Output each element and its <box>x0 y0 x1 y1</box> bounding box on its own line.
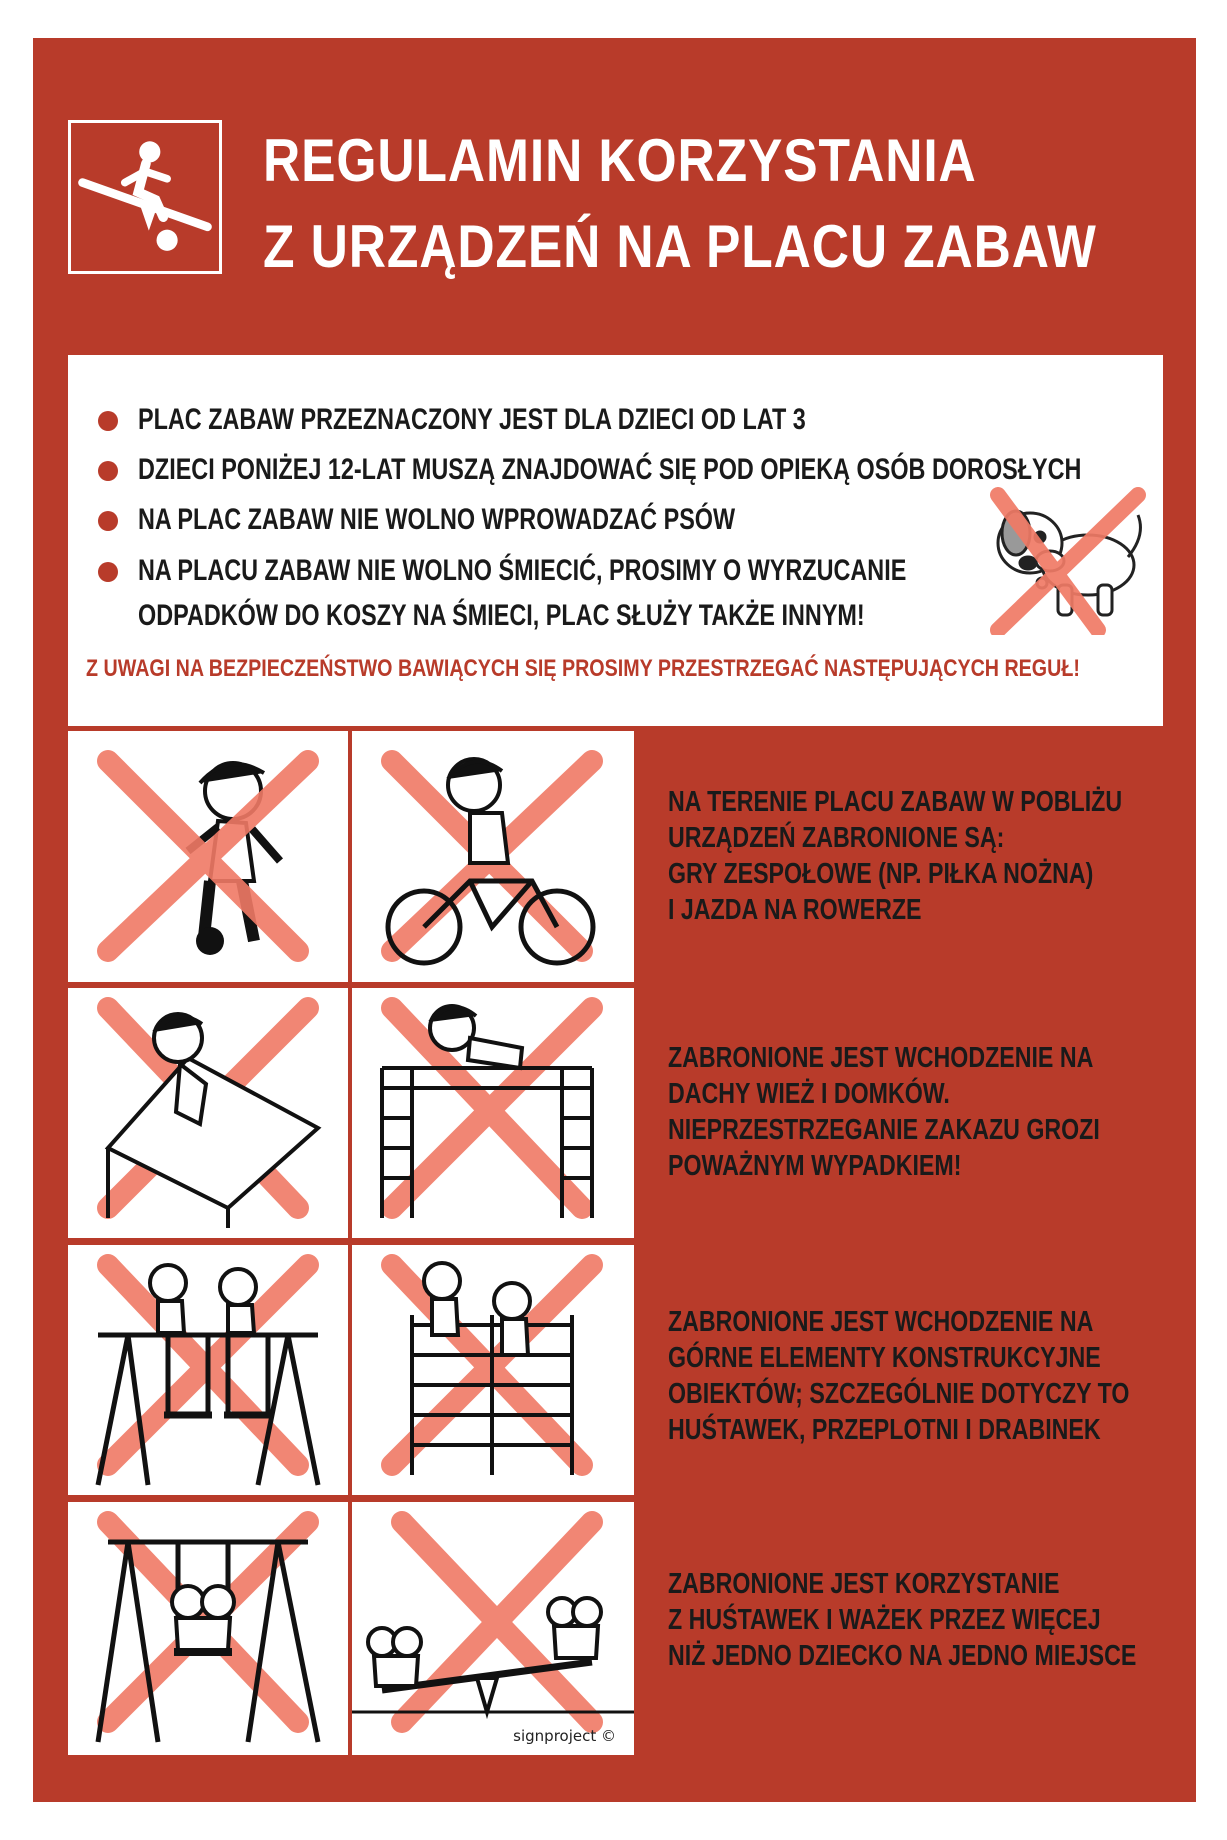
bullet-dot <box>98 411 118 431</box>
no-swing-top-climbing-icon <box>68 1245 348 1495</box>
no-roof-climbing-icon <box>68 988 348 1238</box>
section-4-text: ZABRONIONE JEST KORZYSTANIE Z HUŚTAWEK I WAŻEK PRZEZ WIĘCEJ NIŻ JEDNO DZIECKO NA JEDNO MIEJSCE <box>668 1568 1137 1672</box>
rules-panel: PLAC ZABAW PRZEZNACZONY JEST DLA DZIECI OD LAT 3 DZIECI PONIŻEJ 12-LAT MUSZĄ ZNAJDOWAĆ SIĘ POD OPIEKĄ OSÓB DOROSŁYCH NA PLAC ZABAW NIE WOLNO WPROWADZAĆ PSÓW NA PLACU ZABAW NIE WOLNO ŚMIECIĆ, PROSIMY O WYRZUCANIE ODPADKÓW DO KOSZY NA ŚMIECI, PLAC SŁUŻY TAKŻE INNYM! Z UWAGI NA BEZPIECZEŃSTWO BAWIĄCYCH SIĘ PROSIMY PRZESTRZEGAĆ NASTĘPUJĄCYCH REGUŁ! <box>68 355 1163 726</box>
seesaw-child-ball-icon <box>71 123 219 271</box>
bullet-dot <box>98 511 118 531</box>
picture-no-roof <box>68 988 348 1238</box>
no-monkey-bars-top-icon <box>352 988 634 1238</box>
picture-no-swing-top <box>68 1245 348 1495</box>
playground-logo <box>68 120 222 274</box>
credit-text: signproject © <box>513 1727 616 1745</box>
no-double-seesaw-icon <box>352 1502 634 1755</box>
picture-no-ladder-top <box>352 1245 634 1495</box>
no-dogs-icon <box>978 485 1148 635</box>
title-line-1: REGULAMIN KORZYSTANIA <box>263 127 977 194</box>
bullet-dot <box>98 461 118 481</box>
picture-no-football <box>68 731 348 982</box>
page-title <box>263 118 1183 290</box>
no-football-icon <box>68 731 348 982</box>
section-1-text: NA TERENIE PLACU ZABAW W POBLIŻU URZĄDZEŃ ZABRONIONE SĄ: GRY ZESPOŁOWE (NP. PIŁKA NOŻNA) I JAZDA NA ROWERZE <box>668 786 1123 926</box>
section-2-text: ZABRONIONE JEST WCHODZENIE NA DACHY WIEŻ I DOMKÓW. NIEPRZESTRZEGANIE ZAKAZU GROZI POWAŻNYM WYPADKIEM! <box>668 1042 1100 1182</box>
picture-no-cycling <box>352 731 634 982</box>
bullet-dot <box>98 562 118 582</box>
picture-no-double-seesaw <box>352 1502 634 1755</box>
picture-no-bars-top <box>352 988 634 1238</box>
safety-warning: Z UWAGI NA BEZPIECZEŃSTWO BAWIĄCYCH SIĘ PROSIMY PRZESTRZEGAĆ NASTĘPUJĄCYCH REGUŁ! <box>86 655 1080 682</box>
no-double-swing-icon <box>68 1502 348 1755</box>
no-ladder-top-climbing-icon <box>352 1245 634 1495</box>
picture-no-double-swing <box>68 1502 348 1755</box>
section-3-text: ZABRONIONE JEST WCHODZENIE NA GÓRNE ELEMENTY KONSTRUKCYJNE OBIEKTÓW; SZCZEGÓLNIE DOTYCZY TO HUŚTAWEK, PRZEPLOTNI I DRABINEK <box>668 1306 1130 1446</box>
title-line-2: Z URZĄDZEŃ NA PLACU ZABAW <box>263 213 1097 280</box>
no-cycling-icon <box>352 731 634 982</box>
